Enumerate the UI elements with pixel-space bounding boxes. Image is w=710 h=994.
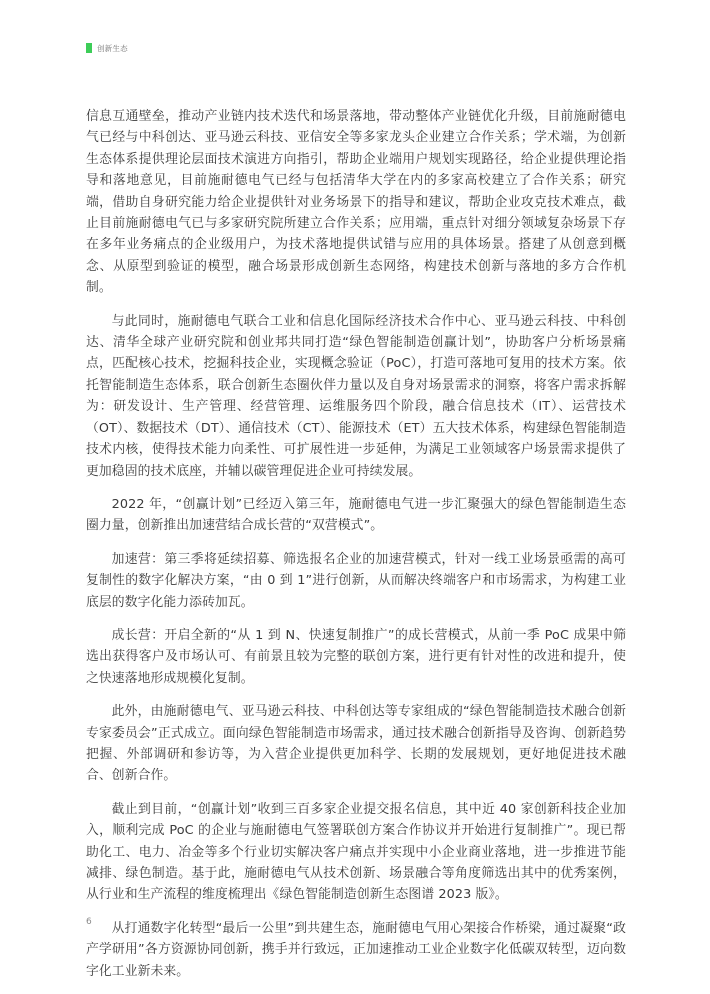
article-body (86, 106, 626, 994)
page-number: 6 (86, 917, 92, 927)
paragraph-7: 截止到目前，“创赢计划”收到三百多家企业提交报名信息，其中近 40 家创新科技企业加入，顺利完成 PoC 的企业与施耐德电气签署联创方案合作协议并开始进行复制推广”。现已帮助化工、电力、冶金等多个行业切实解决客户痛点并实现中小企业商业落地，进一步推进节能减排、绿色制造。基于此，施耐德电气从技术创新、场景融合等角度筛选出其中的优秀案例，从行业和生产流程的维度梳理出《绿色智能制造创新生态图谱 2023 版》。 (86, 801, 626, 903)
paragraph-3: 2022 年，“创赢计划”已经迈入第三年，施耐德电气进一步汇聚强大的绿色智能制造生态圈力量，创新推出加速营结合成长营的“双营模式”。 (86, 496, 626, 534)
paragraph-8: 从打通数字化转型“最后一公里”到共建生态，施耐德电气用心架接合作桥梁，通过凝聚“政产学研用”各方资源协同创新，携手并行致远，正加速推动工业企业数字化低碳双转型，迈向数字化工业新未来。 (86, 920, 626, 979)
paragraph-1: 信息互通壁垒，推动产业链内技术迭代和场景落地，带动整体产业链优化升级，目前施耐德电气已经与中科创达、亚马逊云科技、亚信安全等多家龙头企业建立合作关系；学术端，为创新生态体系提供理论层面技术演进方向指引，帮助企业端用户规划实现路径，给企业提供理论指导和落地意见，目前施耐德电气已经与包括清华大学在内的多家高校建立了合作关系；研究端，借助自身研究能力给企业提供针对业务场景下的指导和建议，帮助企业攻克技术难点，截止目前施耐德电气已与多家研究院所建立合作关系；应用端，重点针对细分领域复杂场景下存在多年业务痛点的企业级用户，为技术落地提供试错与应用的具体场景。搭建了从创意到概念、从原型到验证的模型，融合场景形成创新生态网络，构建技术创新与落地的多方合作机制。 (86, 109, 626, 296)
section-marker-icon (86, 43, 92, 53)
paragraph-2: 与此同时，施耐德电气联合工业和信息化国际经济技术合作中心、亚马逊云科技、中科创达、清华全球产业研究院和创业邦共同打造“绿色智能制造创赢计划”，协助客户分析场景痛点，匹配核心技术，挖掘科技企业，实现概念验证（PoC），打造可落地可复用的技术方案。依托智能制造生态体系，联合创新生态圈伙伴力量以及自身对场景需求的洞察，将客户需求拆解为：研发设计、生产管理、经营管理、运维服务四个阶段，融合信息技术（IT）、运营技术（OT）、数据技术（DT）、通信技术（CT）、能源技术（ET）五大技术体系，构建绿色智能制造技术内核，使得技术能力向柔性、可扩展性进一步延伸，为满足工业领域客户场景需求提供了更加稳固的技术底座，并辅以碳管理促进企业可持续发展。 (86, 313, 626, 479)
running-header (86, 41, 128, 55)
paragraph-4: 加速营：第三季将延续招募、筛选报名企业的加速营模式，针对一线工业场景亟需的高可复制性的数字化解决方案，“由 0 到 1”进行创新，从而解决终端客户和市场需求，为构建工业底层的数字化能力添砖加瓦。 (86, 551, 626, 610)
section-title: 创新生态 (97, 43, 128, 53)
paragraph-6: 此外，由施耐德电气、亚马逊云科技、中科创达等专家组成的“绿色智能制造技术融合创新专家委员会”正式成立。面向绿色智能制造市场需求，通过技术融合创新指导及咨询、创新趋势把握、外部调研和参访等，为入营企业提供更加科学、长期的发展规划，更好地促进技术融合、创新合作。 (86, 704, 626, 784)
paragraph-5: 成长营：开启全新的“从 1 到 N、快速复制推广”的成长营模式，从前一季 PoC 成果中筛选出获得客户及市场认可、有前景且较为完整的联创方案，进行更有针对性的改进和提升，使之快速落地形成规模化复制。 (86, 627, 626, 686)
